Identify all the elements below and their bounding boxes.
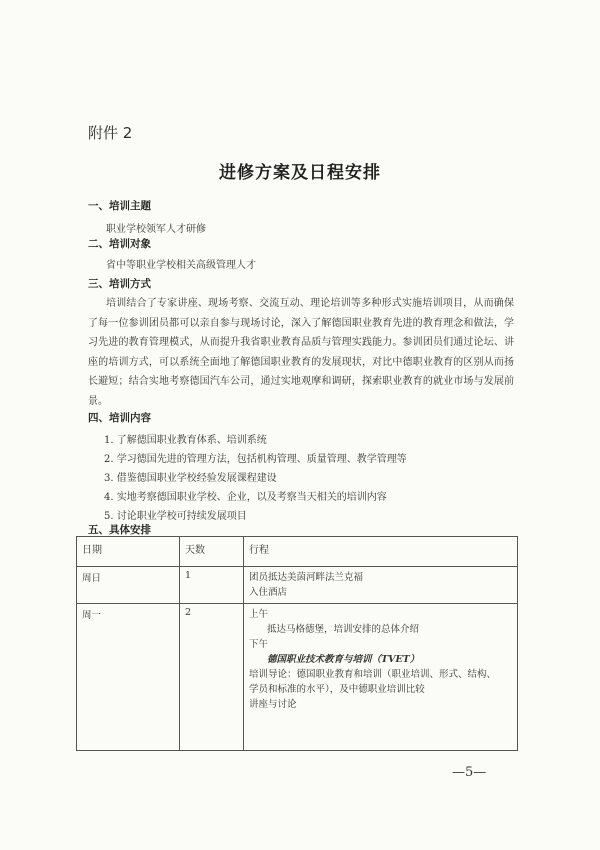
cell-itinerary: [244, 604, 518, 751]
content-item-5: 5. 讨论职业学校可持续发展项目: [104, 511, 247, 522]
itinerary-line: 下午: [249, 639, 269, 650]
section-heading-audience: 二、培训对象: [88, 238, 151, 250]
content-item-4: 4. 实地考察德国职业学校、企业，以及考察当天相关的培训内容: [104, 492, 387, 503]
itinerary-line: 上午: [249, 609, 269, 620]
itinerary-line: 培训导论：德国职业教育和培训（职业培训、形式、结构、: [249, 669, 497, 680]
header-itinerary: 行程: [244, 537, 518, 567]
itinerary-line: 讲座与讨论: [249, 699, 297, 710]
cell-itinerary: [244, 567, 518, 604]
content-item-1: 1. 了解德国职业教育体系、培训系统: [104, 435, 267, 446]
table-row: [77, 567, 518, 604]
itinerary-line: 德国职业技术教育与培训（TVET）: [267, 654, 420, 665]
document-title: 进修方案及日程安排: [219, 163, 381, 183]
header-date: 日期: [77, 537, 180, 567]
section-heading-content: 四、培训内容: [88, 412, 151, 424]
itinerary-line: 团员抵达美茵河畔法兰克福: [249, 572, 364, 583]
attachment-label: 附件 2: [88, 124, 133, 142]
itinerary-line: 学员和标准的水平），及中德职业培训比较: [249, 684, 425, 695]
cell-days: 2: [180, 604, 244, 751]
method-paragraph: 培训结合了专家讲座、现场考察、交流互动、理论培训等多种形式实施培训项目，从而确保了每一位参训团员都可以亲自参与现场讨论，深入了解德国职业教育先进的教育理念和做法，学习先进的教育管理模式，从而提升我省职业教育品质与管理实践能力。参训团员们通过论坛、讲座的培训方式，可以系统全面地了解德国职业教育的发展现状，对比中德职业教育的区别从而扬长避短；结合实地考察德国汽车公司，通过实地观摩和调研，探索职业教育的就业市场与发展前景。: [88, 298, 514, 407]
cell-date: 周一: [77, 604, 180, 751]
itinerary-line: 抵达马格德堡，培训安排的总体介绍: [267, 624, 420, 635]
section-heading-schedule: 五、具体安排: [88, 524, 151, 536]
section-body-audience: 省中等职业学校相关高级管理人才: [106, 260, 256, 271]
section-heading-topic: 一、培训主题: [88, 200, 151, 212]
table-row: [77, 604, 518, 751]
cell-date: 周日: [77, 567, 180, 604]
section-body-topic: 职业学校领军人才研修: [106, 224, 206, 235]
itinerary-line: 入住酒店: [249, 587, 288, 598]
section-heading-method: 三、培训方式: [88, 278, 151, 290]
schedule-table: [76, 536, 518, 751]
table-header-row: [77, 537, 518, 567]
cell-days: 1: [180, 567, 244, 604]
page-number: —5—: [452, 765, 487, 780]
header-days: 天数: [180, 537, 244, 567]
content-item-2: 2. 学习德国先进的管理方法，包括机构管理、质量管理、教学管理等: [104, 454, 407, 465]
content-item-3: 3. 借鉴德国职业学校经验发展课程建设: [104, 473, 277, 484]
